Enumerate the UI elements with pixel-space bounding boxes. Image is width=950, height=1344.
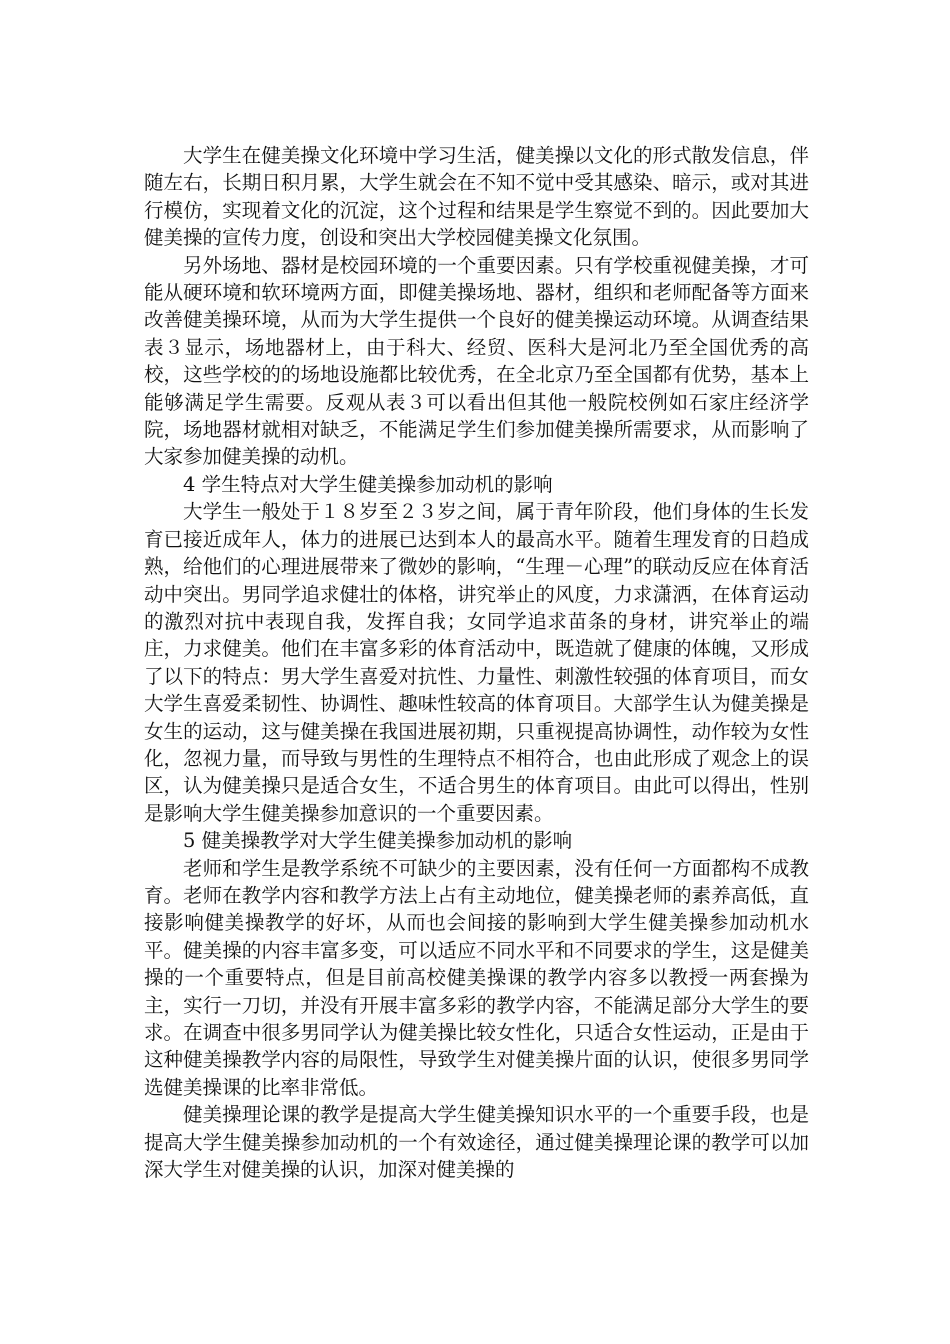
paragraph-facilities-equipment: 另外场地、器材是校园环境的一个重要因素。只有学校重视健美操，才可能从硬环境和软环境两方面，即健美操场地、器材，组织和老师配备等方面来改善健美操环境，从而为大学生提供一个良好的健美操运动环境。从调查结果表３显示，场地器材上，由于科大、经贸、医科大是河北乃至全国优秀的高校，这些学校的的场地设施都比较优秀，在全北京乃至全国都有优势，基本上能够满足学生需要。反观从表３可以看出但其他一般院校例如石家庄经济学院，场地器材就相对缺乏，不能满足学生们参加健美操所需要求，从而影响了大家参加健美操的动机。 [144, 253, 809, 469]
section-heading-teaching: 5 健美操教学对大学生健美操参加动机的影响 [183, 829, 573, 853]
section-heading-student-characteristics: 4 学生特点对大学生健美操参加动机的影响 [183, 472, 553, 496]
paragraph-culture-atmosphere: 大学生在健美操文化环境中学习生活，健美操以文化的形式散发信息，伴随左右，长期日积月累，大学生就会在不知不觉中受其感染、暗示，或对其进行模仿，实现着文化的沉淀，这个过程和结果是学生察觉不到的。因此要加大健美操的宣传力度，创设和突出大学校园健美操文化氛围。 [144, 144, 809, 250]
paragraph-theory-course: 健美操理论课的教学是提高大学生健美操知识水平的一个重要手段，也是提高大学生健美操参加动机的一个有效途径，通过健美操理论课的教学可以加深大学生对健美操的认识，加深对健美操的 [144, 1103, 809, 1182]
paragraph-teaching: 老师和学生是教学系统不可缺少的主要因素，没有任何一方面都构不成教育。老师在教学内容和教学方法上占有主动地位，健美操老师的素养高低，直接影响健美操教学的好坏，从而也会间接的影响到大学生健美操参加动机水平。健美操的内容丰富多变，可以适应不同水平和不同要求的学生，这是健美操的一个重要特点，但是目前高校健美操课的教学内容多以教授一两套操为主，实行一刀切，并没有开展丰富多彩的教学内容，不能满足部分大学生的要求。在调查中很多男同学认为健美操比较女性化，只适合女性运动，正是由于这种健美操教学内容的局限性，导致学生对健美操片面的认识，使很多男同学选健美操课的比率非常低。 [144, 856, 809, 1099]
document-page [144, 142, 809, 1183]
paragraph-student-characteristics: 大学生一般处于１８岁至２３岁之间，属于青年阶段，他们身体的生长发育已接近成年人，体力的进展已达到本人的最高水平。随着生理发育的日趋成熟，给他们的心理进展带来了微妙的影响，“生理－心理”的联动反应在体育活动中突出。男同学追求健壮的体格，讲究举止的风度，力求潇洒，在体育运动的激烈对抗中表现自我，发挥自我；女同学追求苗条的身材，讲究举止的端庄，力求健美。他们在丰富多彩的体育活动中，既造就了健康的体魄，又形成了以下的特点：男大学生喜爱对抗性、力量性、刺激性较强的体育项目，而女大学生喜爱柔韧性、协调性、趣味性较高的体育项目。大部学生认为健美操是女生的运动，这与健美操在我国进展初期，只重视提高协调性，动作较为女性化，忽视力量，而导致与男性的生理特点不相符合，也由此形成了观念上的误区，认为健美操只是适合女生，不适合男生的体育项目。由此可以得出，性别是影响大学生健美操参加意识的一个重要因素。 [144, 500, 809, 825]
